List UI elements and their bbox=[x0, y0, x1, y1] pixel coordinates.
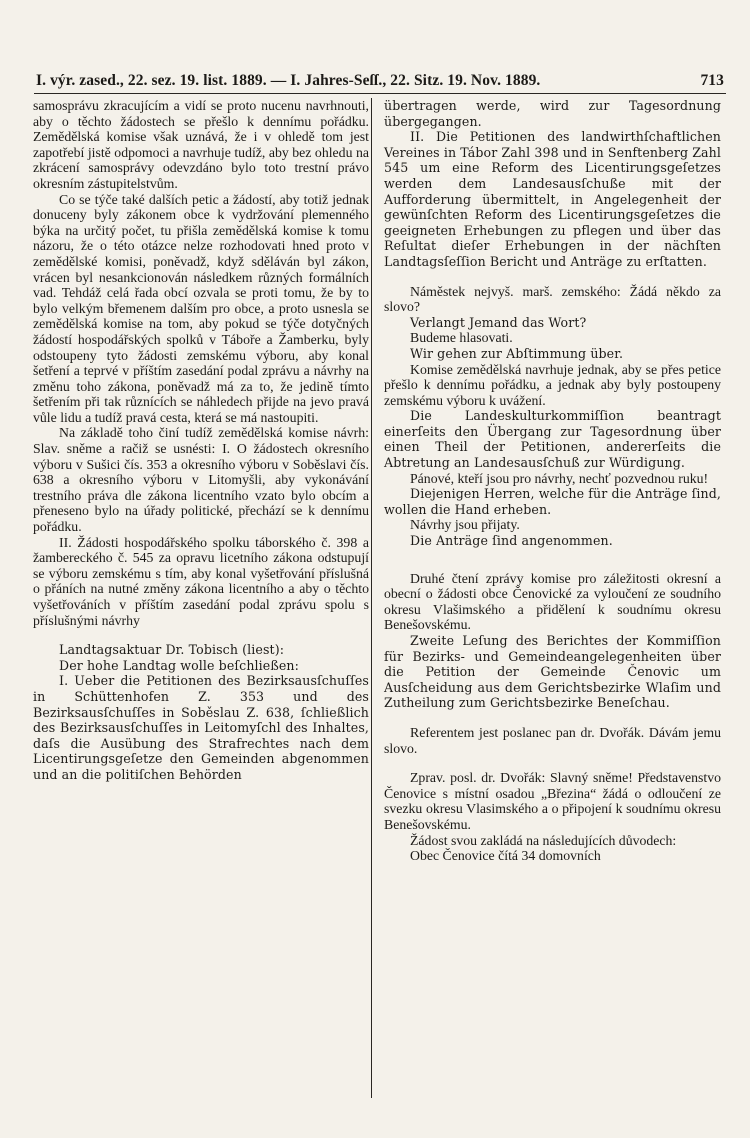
paragraph: Verlangt Jemand das Wort? bbox=[410, 314, 587, 330]
speaker-line: Landtagsaktuar Dr. Tobisch (liest): bbox=[59, 642, 285, 658]
paragraph: Die Landeskulturkommiſſion beantragt einerſeits den Übergang zur Tagesordnung über einen Theil der Petitionen, andererſeits die Abtretung an Landesausſchuß zur Würdigung. bbox=[384, 408, 721, 471]
page-number: 713 bbox=[700, 72, 724, 89]
spacer bbox=[384, 756, 721, 770]
section-heading-german: Zweite Leſung des Berichtes der Kommiſſion für Bezirks- und Gemeindeangelegenheiten über die Petition der Gemeinde Čenovic um Ausſcheidung aus dem Gerichtsbezirke Wlaſim und Zutheilung zum Gerichtsbezirke Beneſchau. bbox=[384, 633, 721, 711]
paragraph: Návrhy jsou přijaty. bbox=[410, 517, 520, 533]
left-column bbox=[33, 98, 369, 783]
right-column bbox=[384, 98, 721, 864]
speaker-line: Zprav. posl. dr. Dvořák: Slavný sněme! Představenstvo Čenovice s místní osadou „Březina“ žádá o odloučení ze svezku okresu Vlasimského a o připojení k soudnímu okresu Benešovskému. bbox=[384, 770, 721, 832]
spacer bbox=[384, 270, 721, 284]
paragraph: samosprávu zkracujícím a vidí se proto nucenu navrhnouti, aby o těchto žádostech se přešlo k dennímu pořádku. Zemědělská komise však uznává, že i v ohledě tom jest zapotřebí jistě odpomoci a navrhuje tudíž, aby bez ohledu na zkrácení samosprávy odevzdáno bylo toto trestní právo okresním zástupitelstvům. bbox=[33, 98, 369, 191]
column-divider bbox=[371, 98, 372, 1098]
paragraph: Diejenigen Herren, welche für die Anträge ſind, wollen die Hand erheben. bbox=[384, 486, 721, 517]
paragraph: Der hohe Landtag wolle beſchließen: bbox=[59, 657, 299, 673]
paragraph: übertragen werde, wird zur Tagesordnung übergegangen. bbox=[384, 98, 721, 129]
paragraph: Co se týče také dalších petic a žádostí, aby totiž jednak donuceny byly zákonem obce k vydržování plemenného býka na určitý počet, tu přišla zemědělská komise k tomu názoru, že o této otázce nelze rozhodovati hned proto v zemědělské komisi, poněvadž, když sděláván byl zákon, vrácen byl nesankcionován následkem různých formálních vad. Tehdáž celá řada obcí ozvala se proti tomu, že by to bylo velkým břemenem dalším pro obce, a proto usnesla se zemědělská komise na tom, aby pokud se týče dotyčných žádostí hospodářských spolků v Táboře a Žamberku, byly odstoupeny tyto žádosti zemskému výboru, aby konal šetření a teprvé v příštím zasedání podal zprávu a návrhy na změnu toho zákona, poněvadž má za to, že jedině tímto šetřením při tak různících se náhledech přijde na jevo pravá vůle lidu a tudíž pravá cesta, která se má nastoupiti. bbox=[33, 191, 369, 425]
paragraph: Pánové, kteří jsou pro návrhy, nechť pozvednou ruku! bbox=[410, 470, 709, 486]
paragraph: Budeme hlasovati. bbox=[410, 330, 513, 346]
spacer bbox=[33, 628, 369, 642]
speaker-line: Náměstek nejvyš. marš. zemského: Žádá někdo za slovo? bbox=[384, 283, 721, 315]
paragraph: I. Ueber die Petitionen des Bezirksausſchuſſes in Schüttenhofen Z. 353 und des Bezirksausſchuſſes in Soběslau Z. 638, ſchließlich des Bezirksausſchuſſes in Leitomyſchl des Inhaltes, daſs die Ausübung des Strafrechtes nach dem Licentirungsgeſetze den Gemeinden abgenommen und an die politiſchen Behörden bbox=[33, 673, 369, 782]
paragraph: Komise zemědělská navrhuje jednak, aby se přes petice přešlo k dennímu pořádku, a jednak aby byly postoupeny zemskému výboru k uvážení. bbox=[384, 361, 721, 408]
header-title: I. výr. zased., 22. sez. 19. list. 1889. — I. Jahres-Seſſ., 22. Sitz. 19. Nov. 1889. bbox=[36, 72, 541, 89]
header-rule bbox=[34, 93, 726, 94]
paragraph: Obec Čenovice čítá 34 domovních bbox=[410, 848, 601, 864]
section-heading: Druhé čtení zprávy komise pro záležitosti okresní a obecní o žádosti obce Čenovické za vyloučení ze soudního okresu Vlašimského a přidělení k soudnímu okresu Benešovskému. bbox=[384, 570, 721, 633]
paragraph: Die Anträge ſind angenommen. bbox=[410, 533, 613, 549]
paragraph: II. Die Petitionen des landwirthſchaftlichen Vereines in Tábor Zahl 398 und in Senftenberg Zahl 545 um eine Reform des Licentirungsgeſetzes werden dem Landesausſchuße mit der Aufforderung übermittelt, in Angelegenheit der gewünſchten Reform des Licentirungsgeſetzes die geeigneten Erhebungen zu pflegen und über das Reſultat dieſer Erhebungen in der nächſten Landtagsſeſſion Bericht und Anträge zu erſtatten. bbox=[384, 129, 722, 269]
paragraph: Žádost svou zakládá na následujících důvodech: bbox=[410, 832, 677, 848]
paragraph: II. Žádosti hospodářského spolku táborského č. 398 a žambereckého č. 545 za opravu licetního zákona odstupují se výboru zemskému s tím, aby konal vyšetřování příslušná o přáních na nutné změny zákona licentního a aby o těchto vyšetřováních v příštím zasedání podal zprávu spolu s příslušnými návrhy bbox=[33, 534, 369, 628]
spacer bbox=[384, 549, 721, 571]
paragraph: Na základě toho činí tudíž zemědělská komise návrh: Slav. sněme a račiž se usnésti: I. O žádostech okresního výboru v Sušici čís. 353 a okresního výboru v Soběslavi čís. 638 a okresního výboru v Litomyšli, aby vykonávání trestního práva dle zákona licentního vzato bylo obcím a přeneseno bylo na úřady politické, přechází se k dennímu pořádku. bbox=[33, 425, 369, 535]
spacer bbox=[384, 711, 721, 725]
paragraph: Wir gehen zur Abſtimmung über. bbox=[410, 345, 624, 361]
paragraph: Referentem jest poslanec pan dr. Dvořák. Dávám jemu slovo. bbox=[384, 724, 721, 756]
